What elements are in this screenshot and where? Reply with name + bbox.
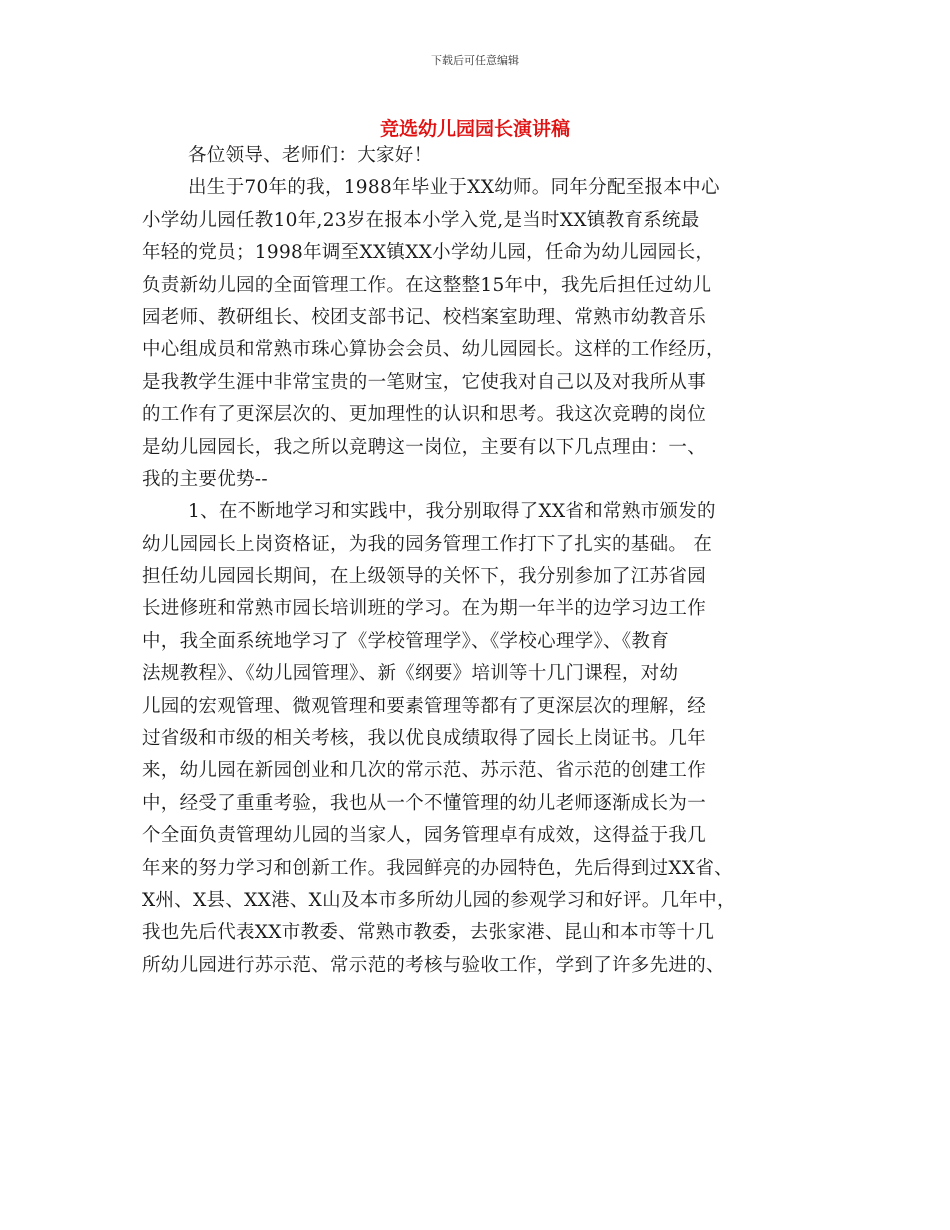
text-line: 小学幼儿园任教10年,23岁在报本小学入党,是当时XX镇教育系统最 — [142, 209, 700, 231]
greeting-line: 各位领导、老师们：大家好！ — [188, 145, 433, 166]
text-line: 来，幼儿园在新园创业和几次的常示范、苏示范、省示范的创建工作 — [142, 760, 707, 782]
text-line: X州、X县、XX港、X山及本市多所幼儿园的参观学习和好评。几年中， — [142, 889, 736, 911]
text-line: 是我教学生涯中非常宝贵的一笔财宝，它使我对自己以及对我所从事 — [142, 371, 707, 393]
text-line: 我也先后代表XX市教委、常熟市教委，去张家港、昆山和本市等十几 — [142, 922, 715, 944]
document-body — [142, 140, 814, 982]
text-line: 所幼儿园进行苏示范、常示范的考核与验收工作，学到了许多先进的、 — [142, 954, 725, 976]
text-line: 1、在不断地学习和实践中，我分别取得了XX省和常熟市颁发的 — [188, 501, 716, 523]
text-line: 法规教程》、《幼儿园管理》、新《纲要》培训等十几门课程，对幼 — [142, 663, 679, 685]
text-line: 中，我全面系统地学习了《学校管理学》、《学校心理学》、《教育 — [142, 630, 670, 652]
text-line: 中，经受了重重考验，我也从一个不懂管理的幼儿老师逐渐成长为一 — [142, 792, 707, 814]
text-line: 中心组成员和常熟市珠心算协会会员、幼儿园园长。这样的工作经历， — [142, 339, 725, 361]
text-line: 是幼儿园园长，我之所以竞聘这一岗位，主要有以下几点理由：一、 — [142, 436, 707, 458]
text-line: 的工作有了更深层次的、更加理性的认识和思考。我这次竞聘的岗位 — [142, 404, 707, 426]
text-line: 我的主要优势-- — [142, 468, 268, 490]
text-line: 园老师、教研组长、校团支部书记、校档案室助理、常熟市幼教音乐 — [142, 306, 707, 328]
text-line: 过省级和市级的相关考核，我以优良成绩取得了园长上岗证书。几年 — [142, 728, 707, 750]
text-line: 年轻的党员；1998年调至XX镇XX小学幼儿园，任命为幼儿园园长， — [142, 242, 715, 264]
text-line: 长进修班和常熟市园长培训班的学习。在为期一年半的边学习边工作 — [142, 598, 707, 620]
document-title: 竞选幼儿园园长演讲稿 — [379, 118, 570, 140]
text-line: 幼儿园园长上岗资格证，为我的园务管理工作打下了扎实的基础。 在 — [142, 533, 713, 555]
text-line: 个全面负责管理幼儿园的当家人，园务管理卓有成效，这得益于我几 — [142, 825, 707, 847]
page-header: 下载后可任意编辑 — [431, 54, 519, 67]
text-line: 负责新幼儿园的全面管理工作。在这整整15年中，我先后担任过幼儿 — [142, 274, 712, 296]
text-line: 出生于70年的我，1988年毕业于XX幼师。同年分配至报本中心 — [188, 177, 720, 199]
text-line: 担任幼儿园园长期间，在上级领导的关怀下，我分别参加了江苏省园 — [142, 566, 707, 588]
text-line: 年来的努力学习和创新工作。我园鲜亮的办园特色，先后得到过XX省、 — [142, 857, 733, 879]
text-line: 儿园的宏观管理、微观管理和要素管理等都有了更深层次的理解，经 — [142, 695, 707, 717]
